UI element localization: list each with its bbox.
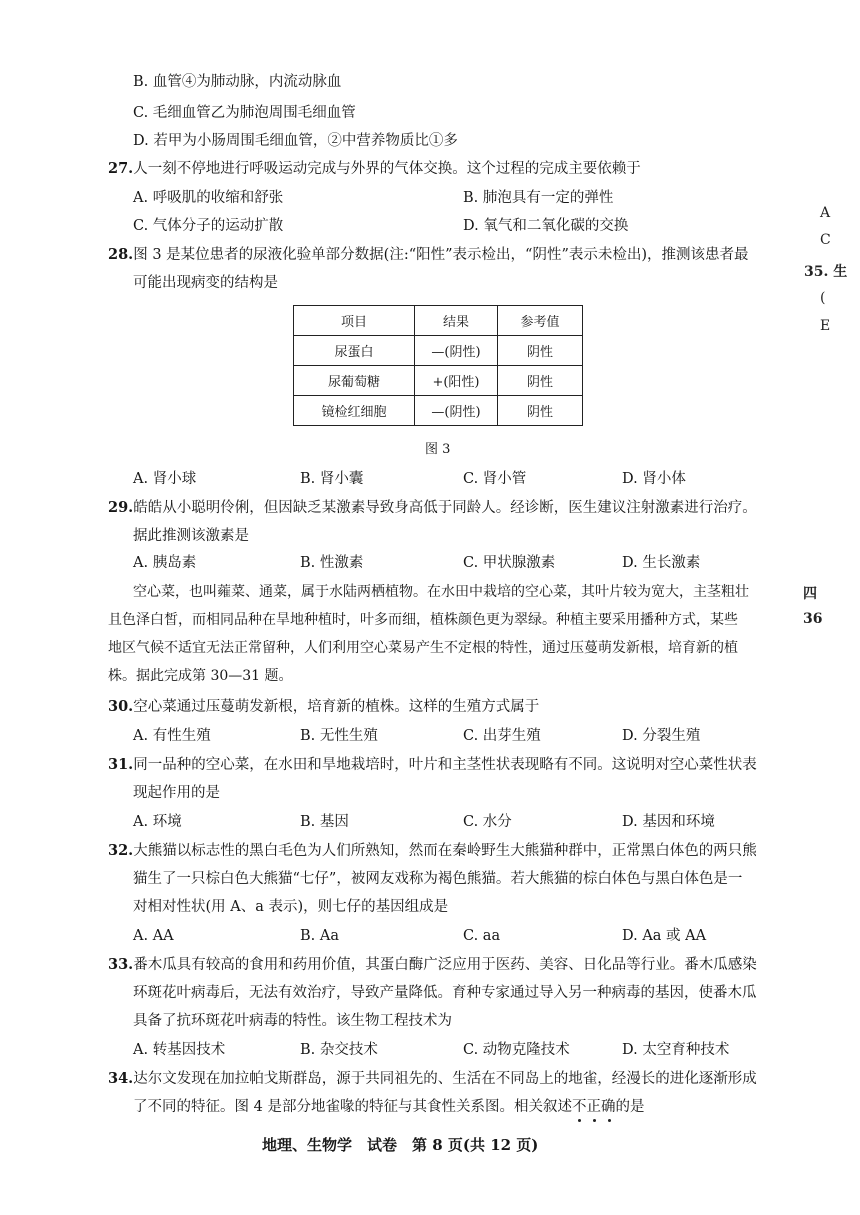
q30-number: 30.: [108, 698, 134, 715]
table-cell: 尿葡萄糖: [294, 366, 415, 396]
q30-option-a: A. 有性生殖: [133, 728, 211, 744]
q33-stem-line1: [108, 955, 757, 975]
table-row: [294, 396, 583, 426]
q29-text-1: 皓皓从小聪明伶俐，但因缺乏某激素导致身高低于同龄人。经诊断，医生建议注射激素进行治疗。: [133, 500, 757, 516]
q32-option-b: B. Aa: [300, 928, 339, 944]
q32-number: 32.: [108, 842, 134, 859]
table-cell: 阴性: [498, 366, 583, 396]
q33-text-1: 番木瓜具有较高的食用和药用价值，其蛋白酶广泛应用于医药、美容、日化品等行业。番木瓜感染: [133, 957, 757, 973]
q28-number: 28.: [108, 246, 134, 263]
q27-option-a: A. 呼吸肌的收缩和舒张: [133, 190, 284, 206]
q29-stem-line1: [108, 498, 757, 518]
table-cell: 尿蛋白: [294, 336, 415, 366]
figure-3-caption: 图 3: [425, 442, 451, 457]
passage-line-1: 空心菜，也叫蕹菜、通菜，属于水陆两栖植物。在水田中栽培的空心菜，其叶片较为宽大，主茎粗壮: [133, 584, 749, 600]
q30-option-c: C. 出芽生殖: [463, 728, 541, 744]
q28-option-b: B. 肾小囊: [300, 471, 364, 487]
q34-emphasis-text: 不正确: [571, 1099, 616, 1115]
q34-text-2-post: 的是: [615, 1099, 645, 1115]
q30-text: 空心菜通过压蔓萌发新根，培育新的植株。这样的生殖方式属于: [133, 699, 540, 715]
margin-fragment-c: C: [820, 232, 831, 248]
q33-stem-line2: 环斑花叶病毒后，无法有效治疗，导致产量降低。育种专家通过导入另一种病毒的基因，使番木瓜: [133, 985, 757, 1001]
urinalysis-table: [293, 305, 583, 426]
q34-emphasis-not-correct: [572, 1099, 616, 1115]
margin-fragment-paren: (: [820, 290, 826, 306]
q27-text: 人一刻不停地进行呼吸运动完成与外界的气体交换。这个过程的完成主要依赖于: [133, 161, 641, 177]
passage-line-4: 株。据此完成第 30—31 题。: [108, 668, 293, 684]
q29-option-c: C. 甲状腺激素: [463, 555, 556, 571]
table-cell: 阴性: [498, 396, 583, 426]
margin-fragment-char: E: [820, 318, 831, 334]
q27-stem: [108, 159, 641, 179]
table-header: 结果: [415, 306, 498, 336]
q26-option-c: C. 毛细血管乙为肺泡周围毛细血管: [133, 105, 356, 121]
q28-option-d: D. 肾小体: [622, 471, 686, 487]
emphasis-dot: [608, 1119, 611, 1122]
q33-option-c: C. 动物克隆技术: [463, 1042, 570, 1058]
q33-stem-line3: 具备了抗环斑花叶病毒的特性。该生物工程技术为: [133, 1013, 452, 1029]
q28-option-a: A. 肾小球: [133, 471, 197, 487]
q31-text-1: 同一品种的空心菜，在水田和旱地栽培时，叶片和主茎性状表现略有不同。这说明对空心菜性状表: [133, 757, 757, 773]
q31-stem-line1: [108, 755, 757, 775]
q34-stem-line2: [133, 1097, 644, 1117]
table-header-row: [294, 306, 583, 336]
q27-option-b: B. 肺泡具有一定的弹性: [463, 190, 614, 206]
q29-number: 29.: [108, 499, 134, 516]
table-row: [294, 336, 583, 366]
q31-option-b: B. 基因: [300, 814, 349, 830]
q32-stem-line2: 猫生了一只棕白色大熊猫“七仔”，被网友戏称为褐色熊猫。若大熊猫的棕白体色与黑白体色是一: [133, 871, 743, 887]
emphasis-dot: [593, 1119, 596, 1122]
q29-option-b: B. 性激素: [300, 555, 364, 571]
q33-option-a: A. 转基因技术: [133, 1042, 226, 1058]
q32-text-1: 大熊猫以标志性的黑白毛色为人们所熟知，然而在秦岭野生大熊猫种群中，正常黑白体色的两只熊: [133, 843, 757, 859]
q34-stem-line1: [108, 1069, 757, 1089]
q28-option-c: C. 肾小管: [463, 471, 527, 487]
q30-stem: [108, 697, 539, 717]
table-cell: +(阳性): [415, 366, 498, 396]
q31-number: 31.: [108, 756, 134, 773]
q26-option-d: D. 若甲为小肠周围毛细血管，②中营养物质比①多: [133, 133, 458, 149]
emphasis-dot: [578, 1119, 581, 1122]
margin-fragment-a: A: [820, 205, 831, 221]
passage-line-2: 且色泽白皙，而相同品种在旱地种植时，叶多而细，植株颜色更为翠绿。种植主要采用播种方式，某些: [108, 612, 738, 628]
q33-option-b: B. 杂交技术: [300, 1042, 378, 1058]
q34-text-1: 达尔文发现在加拉帕戈斯群岛，源于共同祖先的、生活在不同岛上的地雀，经漫长的进化逐渐形成: [133, 1071, 757, 1087]
table-header: 参考值: [498, 306, 583, 336]
table-cell: 阴性: [498, 336, 583, 366]
margin-fragment-q36: 36: [803, 611, 823, 627]
q29-stem-line2: 据此推测该激素是: [133, 528, 249, 544]
q30-option-d: D. 分裂生殖: [622, 728, 701, 744]
table-cell: —(阴性): [415, 336, 498, 366]
q30-option-b: B. 无性生殖: [300, 728, 378, 744]
q33-number: 33.: [108, 956, 134, 973]
passage-line-3: 地区气候不适宜无法正常留种，人们利用空心菜易产生不定根的特性，通过压蔓萌发新根，培育新的植: [108, 640, 738, 656]
q28-stem-line2: 可能出现病变的结构是: [133, 275, 278, 291]
q31-stem-line2: 现起作用的是: [133, 785, 220, 801]
q31-option-c: C. 水分: [463, 814, 512, 830]
q31-option-d: D. 基因和环境: [622, 814, 715, 830]
q32-option-c: C. aa: [463, 928, 501, 944]
q34-text-2-pre: 了不同的特征。图 4 是部分地雀喙的特征与其食性关系图。相关叙述: [133, 1099, 572, 1115]
q31-option-a: A. 环境: [133, 814, 182, 830]
table-header: 项目: [294, 306, 415, 336]
q27-option-d: D. 氧气和二氧化碳的交换: [463, 218, 629, 234]
q32-option-a: A. AA: [133, 928, 174, 944]
q27-option-c: C. 气体分子的运动扩散: [133, 218, 284, 234]
q34-number: 34.: [108, 1070, 134, 1087]
margin-fragment-q35: 35. 生: [804, 264, 848, 280]
table-row: [294, 366, 583, 396]
q26-option-b: B. 血管④为肺动脉，内流动脉血: [133, 74, 342, 90]
q29-option-d: D. 生长激素: [622, 555, 701, 571]
q28-text-1: 图 3 是某位患者的尿液化验单部分数据(注:“阳性”表示检出，“阴性”表示未检出)，推测该患者最: [133, 247, 749, 263]
q32-stem-line3: 对相对性状(用 A、a 表示)，则七仔的基因组成是: [133, 899, 449, 915]
q28-stem-line1: [108, 245, 749, 265]
q33-option-d: D. 太空育种技术: [622, 1042, 730, 1058]
table-cell: —(阴性): [415, 396, 498, 426]
q29-option-a: A. 胰岛素: [133, 555, 197, 571]
q27-number: 27.: [108, 160, 134, 177]
page-footer: 地理、生物学 试卷 第 8 页(共 12 页): [262, 1136, 539, 1154]
table-cell: 镜检红细胞: [294, 396, 415, 426]
q32-stem-line1: [108, 841, 757, 861]
q32-option-d: D. Aa 或 AA: [622, 928, 707, 944]
margin-fragment-section-four: 四: [803, 586, 817, 602]
